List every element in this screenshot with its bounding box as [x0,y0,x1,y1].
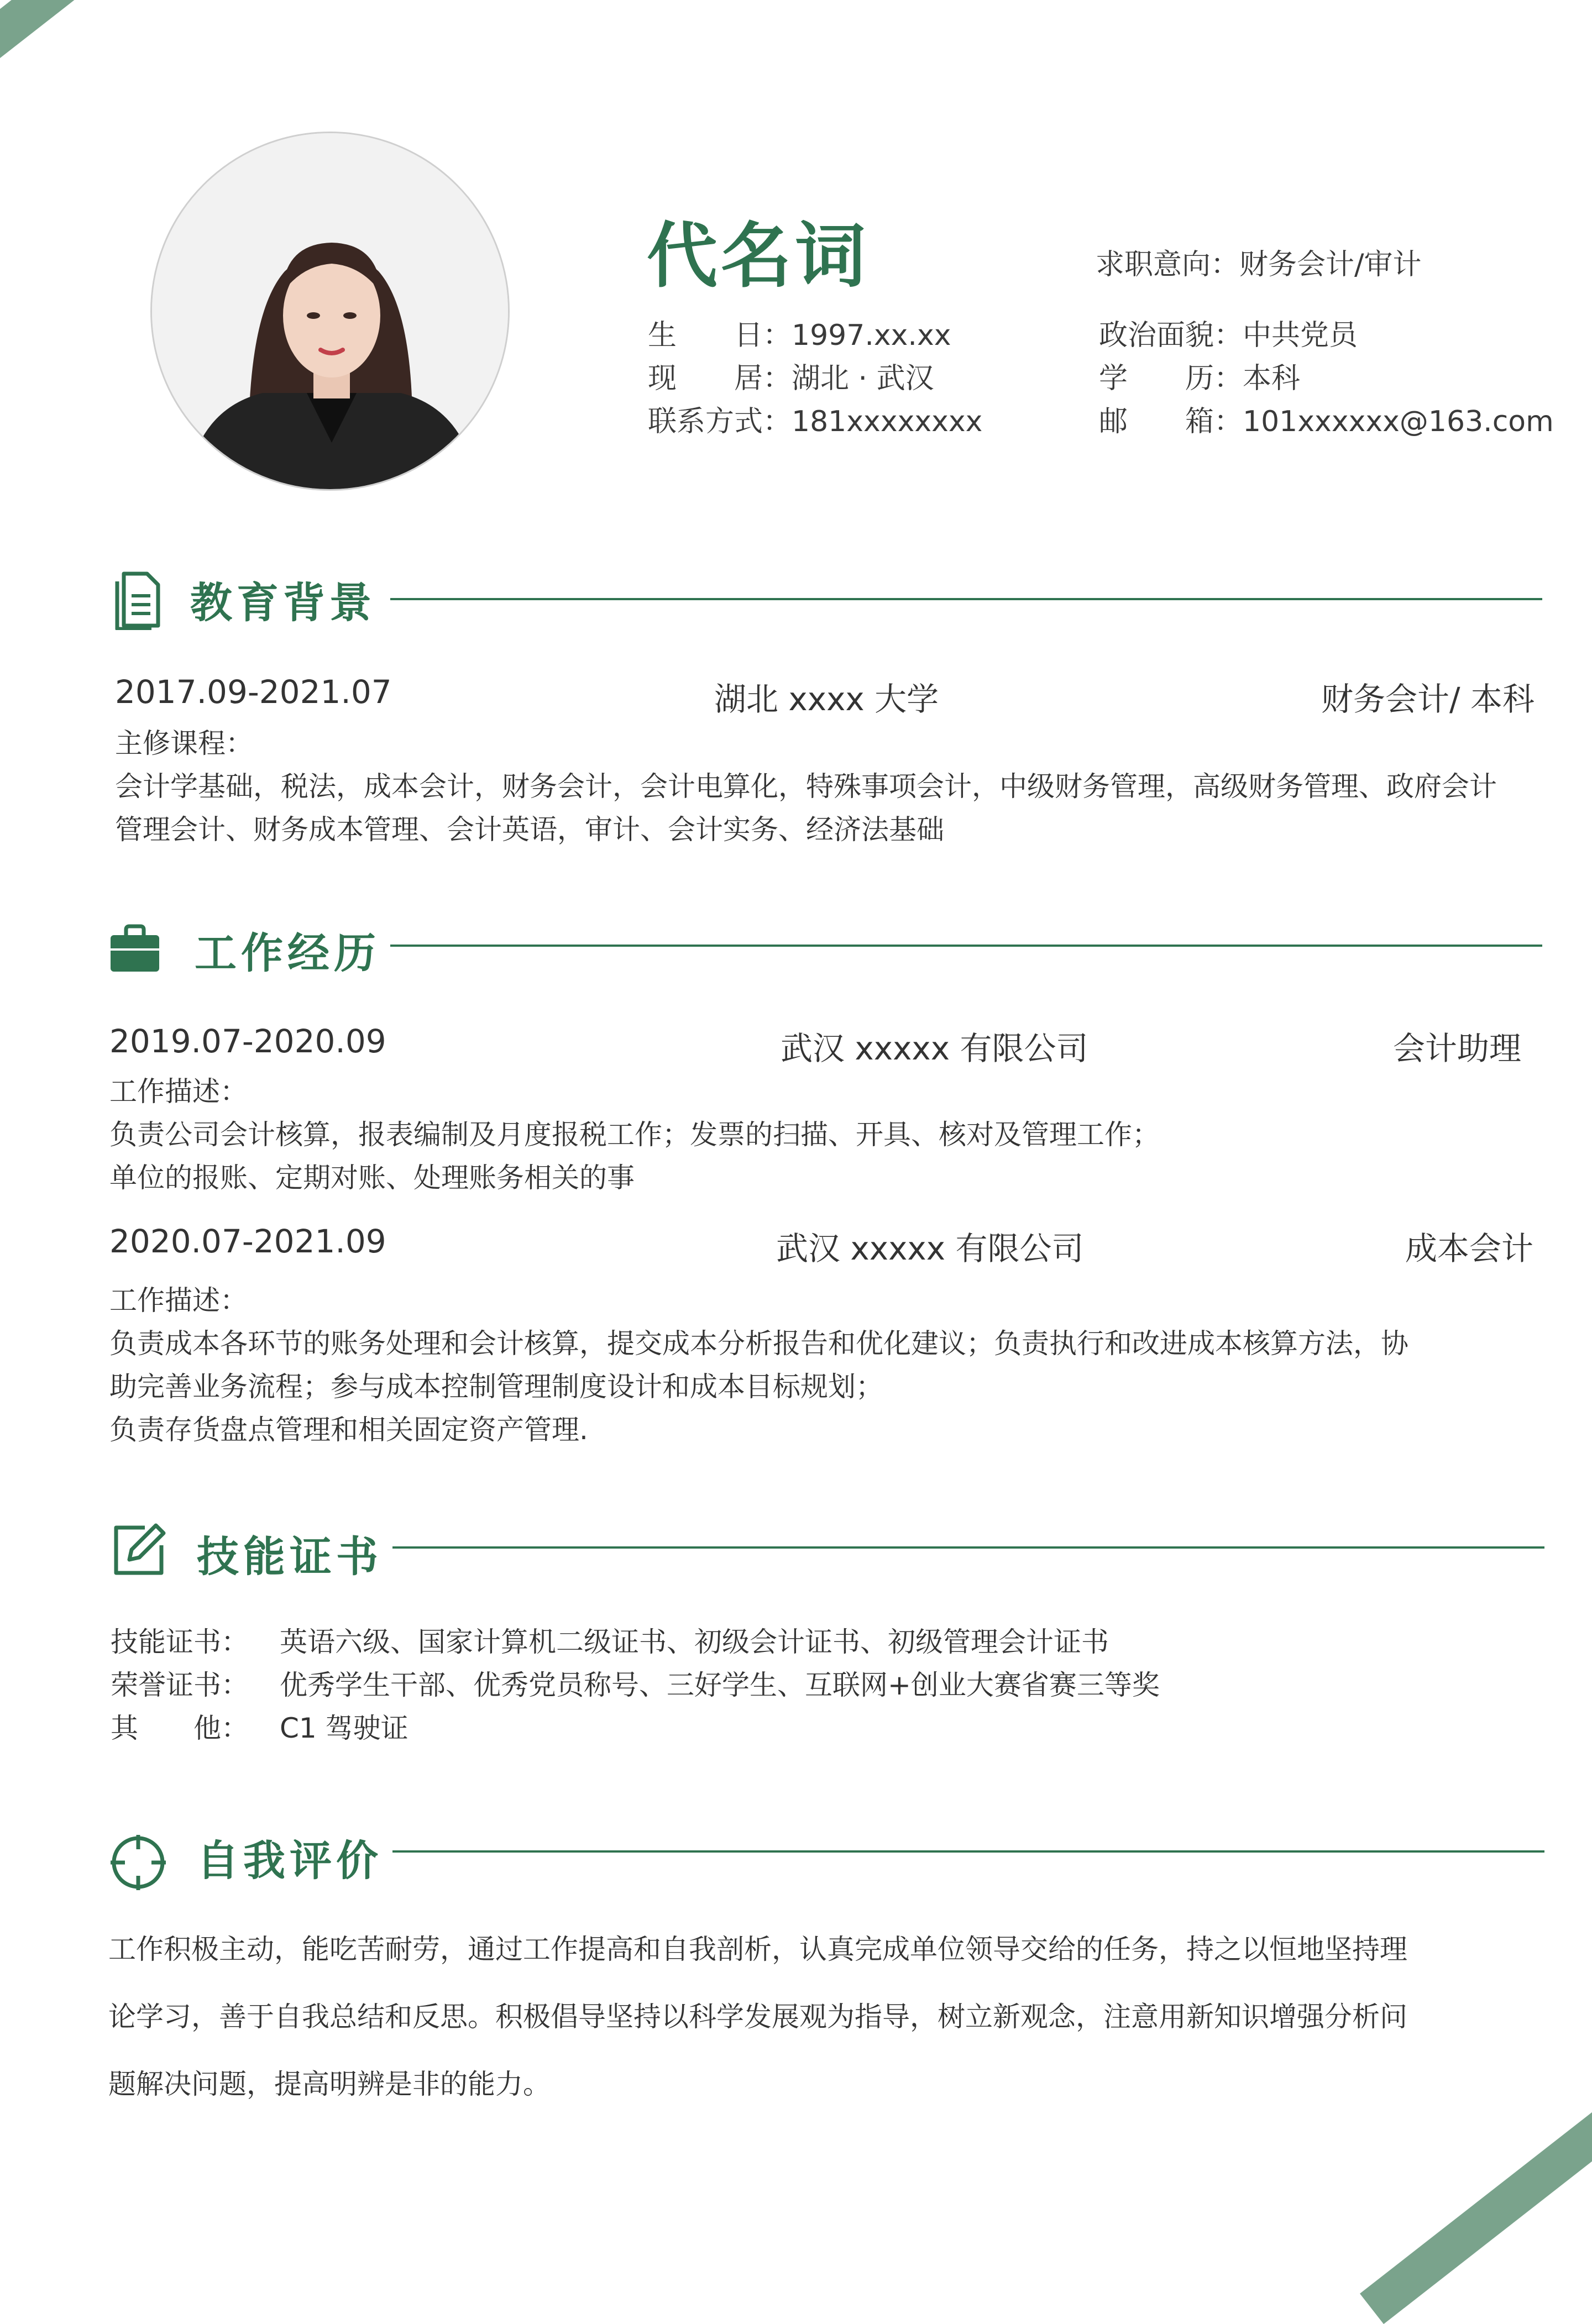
political-value: 中共党员 [1243,319,1358,352]
job-2-desc-line-1: 负责成本各环节的账务处理和会计核算，提交成本分析报告和优化建议；负责执行和改进成本核算方法，协 [109,1328,1408,1360]
job-1-date: 2019.07-2020.09 [109,1022,386,1060]
birthday-value: 1997.xx.xx [792,319,951,352]
corner-ribbon-top-left [0,0,236,91]
job-2-company: 武汉 xxxxx 有限公司 [776,1230,1084,1267]
honor-cert-label: 荣誉证书： [111,1669,249,1701]
birthday-row [648,314,982,357]
profile-photo [150,132,510,491]
work-title: 工作经历 [195,928,380,978]
honor-cert-value: 优秀学生干部、优秀党员称号、三好学生、互联网+创业大赛省赛三等奖 [280,1669,1160,1701]
residence-label: 现 居： [648,362,792,395]
phone-row [648,400,982,443]
job-1-desc-line-1: 负责公司会计核算，报表编制及月度报税工作；发票的扫描、开具、核对及管理工作； [109,1119,1160,1151]
courses-line-2: 管理会计、财务成本管理、会计英语，审计、会计实务、经济法基础 [115,814,944,846]
honor-cert-row [111,1664,1160,1707]
self-eval-text [108,1916,1407,2118]
self-eval-line-3: 题解决问题，提高明辨是非的能力。 [108,2068,551,2100]
degree-row [1099,357,1554,400]
email-row [1099,400,1554,443]
skills-list [111,1620,1160,1750]
education-school: 湖北 xxxx 大学 [714,680,939,718]
target-icon [108,1833,168,1895]
edit-icon [111,1521,168,1581]
skill-cert-label: 技能证书： [111,1626,249,1658]
skills-title: 技能证书 [197,1532,383,1581]
job-2-date: 2020.07-2021.09 [109,1223,386,1260]
political-label: 政治面貌： [1099,319,1243,352]
skills-divider [392,1546,1544,1549]
self-eval-line-2: 论学习，善于自我总结和反思。积极倡导坚持以科学发展观为指导，树立新观念，注意用新知识增强分析问 [108,2001,1407,2033]
job-intent: 求职意向：财务会计/审计 [1096,248,1422,281]
education-major: 财务会计/ 本科 [1321,680,1535,718]
political-row [1099,314,1554,357]
candidate-name: 代名词 [647,215,870,297]
basic-info-left [648,314,982,443]
birthday-label: 生 日： [648,319,792,352]
self-eval-title: 自我评价 [197,1836,383,1885]
email-label: 邮 箱： [1099,405,1243,438]
degree-label: 学 历： [1099,362,1243,395]
briefcase-icon [108,923,161,976]
job-1-company: 武汉 xxxxx 有限公司 [781,1030,1088,1067]
education-title: 教育背景 [190,578,376,627]
job-1-position: 会计助理 [1393,1030,1522,1067]
phone-value: 181xxxxxxxx [792,405,983,438]
residence-value: 湖北 · 武汉 [792,362,934,395]
job-1-desc-label: 工作描述： [109,1076,248,1108]
work-divider [390,945,1542,947]
other-cert-value: C1 驾驶证 [280,1712,409,1744]
job-2-desc-line-2: 助完善业务流程；参与成本控制管理制度设计和成本目标规划； [109,1371,883,1403]
document-icon [113,569,163,632]
residence-row [648,357,982,400]
self-eval-line-1: 工作积极主动，能吃苦耐劳，通过工作提高和自我剖析，认真完成单位领导交给的任务，持之以恒地坚持理 [108,1933,1407,1965]
skill-cert-row [111,1620,1160,1664]
job-2-desc-line-3: 负责存货盘点管理和相关固定资产管理. [109,1414,588,1446]
job-2-position: 成本会计 [1405,1230,1534,1267]
phone-label: 联系方式： [648,405,792,438]
education-date: 2017.09-2021.07 [115,673,392,711]
courses-label: 主修课程： [115,727,253,759]
other-cert-label: 其 他： [111,1712,249,1744]
degree-value: 本科 [1243,362,1301,395]
email-value: 101xxxxxx@163.com [1243,405,1554,438]
education-divider [390,598,1542,600]
job-2-desc-label: 工作描述： [109,1284,248,1316]
basic-info-right [1099,314,1554,443]
job-1-desc-line-2: 单位的报账、定期对账、处理账务相关的事 [109,1162,635,1194]
self-eval-divider [392,1850,1544,1853]
courses-line-1: 会计学基础，税法，成本会计，财务会计，会计电算化，特殊事项会计，中级财务管理，高级财务管理、政府会计 [115,770,1497,802]
other-cert-row [111,1707,1160,1750]
skill-cert-value: 英语六级、国家计算机二级证书、初级会计证书、初级管理会计证书 [280,1626,1109,1658]
